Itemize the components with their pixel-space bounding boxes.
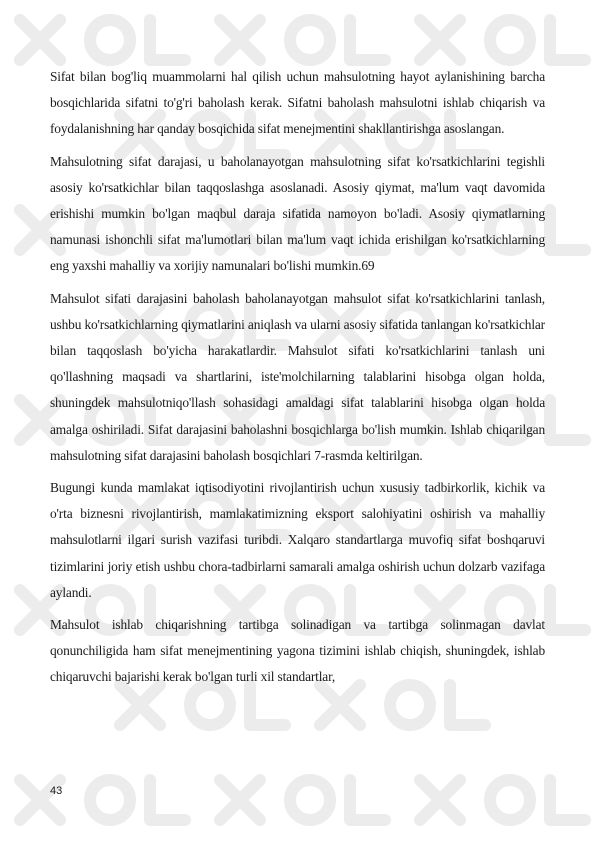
paragraph-state-legislation: Mahsulot ishlab chiqarishning tartibga solinadigan va tartibga solinmagan davlat qonunchiligida ham sifat menejmentining yagona tizimini ishlab chiqish, shuningdek, ishlab chiqaruvchi bajarishi kerak bo'lgan turli xil standartlar, <box>50 617 545 685</box>
paragraph-economy-development: Bugungi kunda mamlakat iqtisodiyotini rivojlantirish uchun xususiy tadbirkorlik, kichik va o'rta biznesni rivojlantirish, mamlakatimizning eksport salohiyatini oshirish va mahalliy mahsulotlarni ilgari surish vazifasi turibdi. Xalqaro standartlarga muvofiq sifat boshqaruvi tizimlarini joriy etish ushbu chora-tadbirlarni samarali amalga oshirish uchun dolzarb vazifaga aylandi. <box>50 480 545 600</box>
paragraph-quality-assessment: Sifat bilan bog'liq muammolarni hal qilish uchun mahsulotning hayot aylanishining barcha bosqichlarida sifatni to'g'ri baholash kerak. Sifatni baholash mahsulotni ishlab chiqarish va foydalanishning har qanday bosqichida sifat menejmentini shakllantirishga asoslangan. <box>50 69 545 137</box>
document-body <box>50 64 545 697</box>
paragraph-assessment-steps: Mahsulot sifati darajasini baholash baholanayotgan mahsulot sifat ko'rsatkichlarini tanlash, ushbu ko'rsatkichlarning qiymatlarini aniqlash va ularni asosiy sifatida tanlangan ko'rsatkichlar bilan taqqoslash bo'yicha harakatlardir. Mahsulot sifati ko'rsatkichlarini tanlash uni qo'llashning maqsadi va shartlarini, iste'molchilarning talablarini hisobga olgan holda, shuningdek mahsulotniqo'llash sohasidagi amaldagi sifat talablarini hisobga olgan holda amalga oshiriladi. Sifat darajasini baholashni bosqichlarga bo'lish mumkin. Ishlab chiqarilgan mahsulotning sifat darajasini baholash bosqichlari 7-rasmda keltirilgan. <box>50 290 545 463</box>
paragraph-quality-level: Mahsulotning sifat darajasi, u baholanayotgan mahsulotning sifat ko'rsatkichlarini tegishli asosiy ko'rsatkichlar bilan taqqoslashga asoslanadi. Asosiy qiymat, ma'lum vaqt davomida erishishi mumkin bo'lgan maqbul daraja sifatida namoyon bo'ladi. Asosiy qiymatlarning namunasi ishonchli sifat ma'lumotlari bilan ma'lum vaqt ichida erishilgan ko'rsatkichlarning eng yaxshi mahalliy va xorijiy namunalari bo'lishi mumkin.69 <box>50 153 545 274</box>
page-number: 43 <box>50 785 63 797</box>
